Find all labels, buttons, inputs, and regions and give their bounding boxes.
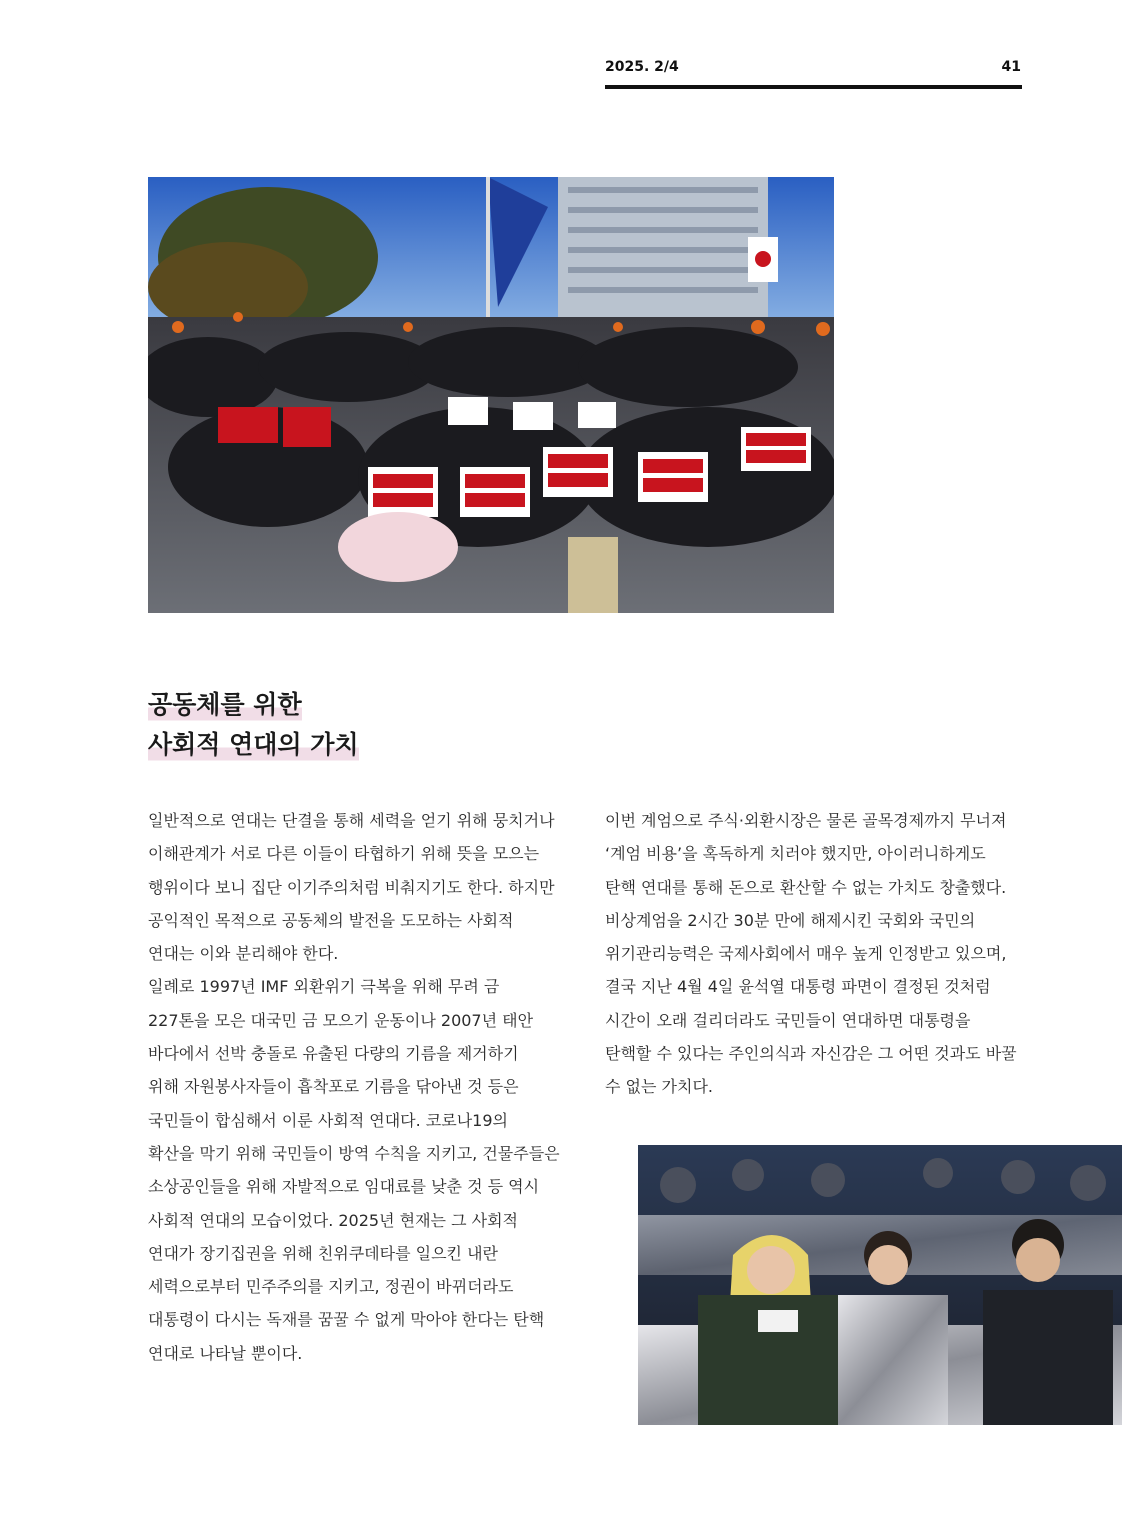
body-line: 위기관리능력은 국제사회에서 매우 높게 인정받고 있으며, [605,944,1007,964]
body-line: 연대는 이와 분리해야 한다. [148,944,339,964]
body-line: ‘계엄 비용’을 혹독하게 치러야 했지만, 아이러니하게도 [605,844,986,864]
body-line: 소상공인들을 위해 자발적으로 임대료를 낮춘 것 등 역시 [148,1177,540,1197]
body-line: 연대로 나타날 뿐이다. [148,1343,303,1363]
body-line: 이번 계엄으로 주식·외환시장은 물론 골목경제까지 무너져 [605,811,1007,830]
night-vigil-photo [638,1145,1122,1425]
body-line: 시간이 오래 걸리더라도 국민들이 연대하면 대통령을 [605,1010,971,1030]
body-line: 공익적인 목적으로 공동체의 발전을 도모하는 사회적 [148,910,514,930]
body-line: 수 없는 가치다. [605,1077,713,1097]
body-line: 대통령이 다시는 독재를 꿈꿀 수 없게 막아야 한다는 탄핵 [148,1310,545,1330]
body-line: 일례로 1997년 IMF 외환위기 극복을 위해 무려 금 [148,977,500,997]
body-line: 바다에서 선박 충돌로 유출된 다량의 기름을 제거하기 [148,1044,519,1064]
body-line: 탄핵 연대를 통해 돈으로 환산할 수 없는 가치도 창출했다. [605,877,1007,897]
body-line: 일반적으로 연대는 단결을 통해 세력을 얻기 위해 뭉치거나 [148,811,555,830]
body-line: 사회적 연대의 모습이었다. 2025년 현재는 그 사회적 [148,1210,518,1230]
body-line: 행위이다 보니 집단 이기주의처럼 비춰지기도 한다. 하지만 [148,877,555,897]
body-column-right [605,804,1045,1104]
body-line: 비상계엄을 2시간 30분 만에 해제시킨 국회와 국민의 [605,910,976,930]
header-date: 2025. 2/4 [605,59,679,75]
body-line: 결국 지난 4월 4일 윤석열 대통령 파면이 결정된 것처럼 [605,977,991,997]
body-line: 위해 자원봉사자들이 흡착포로 기름을 닦아낸 것 등은 [148,1077,519,1097]
body-line: 이해관계가 서로 다른 이들이 타협하기 위해 뜻을 모으는 [148,844,540,864]
body-column-left [148,804,588,1370]
body-line: 탄핵할 수 있다는 주인의식과 자신감은 그 어떤 것과도 바꿀 [605,1044,1017,1064]
body-line: 연대가 장기집권을 위해 친위쿠데타를 일으킨 내란 [148,1243,499,1263]
section-heading [148,688,359,762]
rally-crowd-photo [148,177,834,613]
body-line: 227톤을 모은 대국민 금 모으기 운동이나 2007년 태안 [148,1010,534,1030]
body-line: 확산을 막기 위해 국민들이 방역 수칙을 지키고, 건물주들은 [148,1143,560,1163]
header-rule [605,85,1022,89]
body-line: 국민들이 합심해서 이룬 사회적 연대다. 코로나19의 [148,1110,508,1130]
section-title-line2: 사회적 연대의 가치 [148,728,359,762]
body-line: 세력으로부터 민주주의를 지키고, 정권이 바뀌더라도 [148,1277,514,1297]
page-number: 41 [1001,59,1021,75]
section-title-line1: 공동체를 위한 [148,688,302,722]
